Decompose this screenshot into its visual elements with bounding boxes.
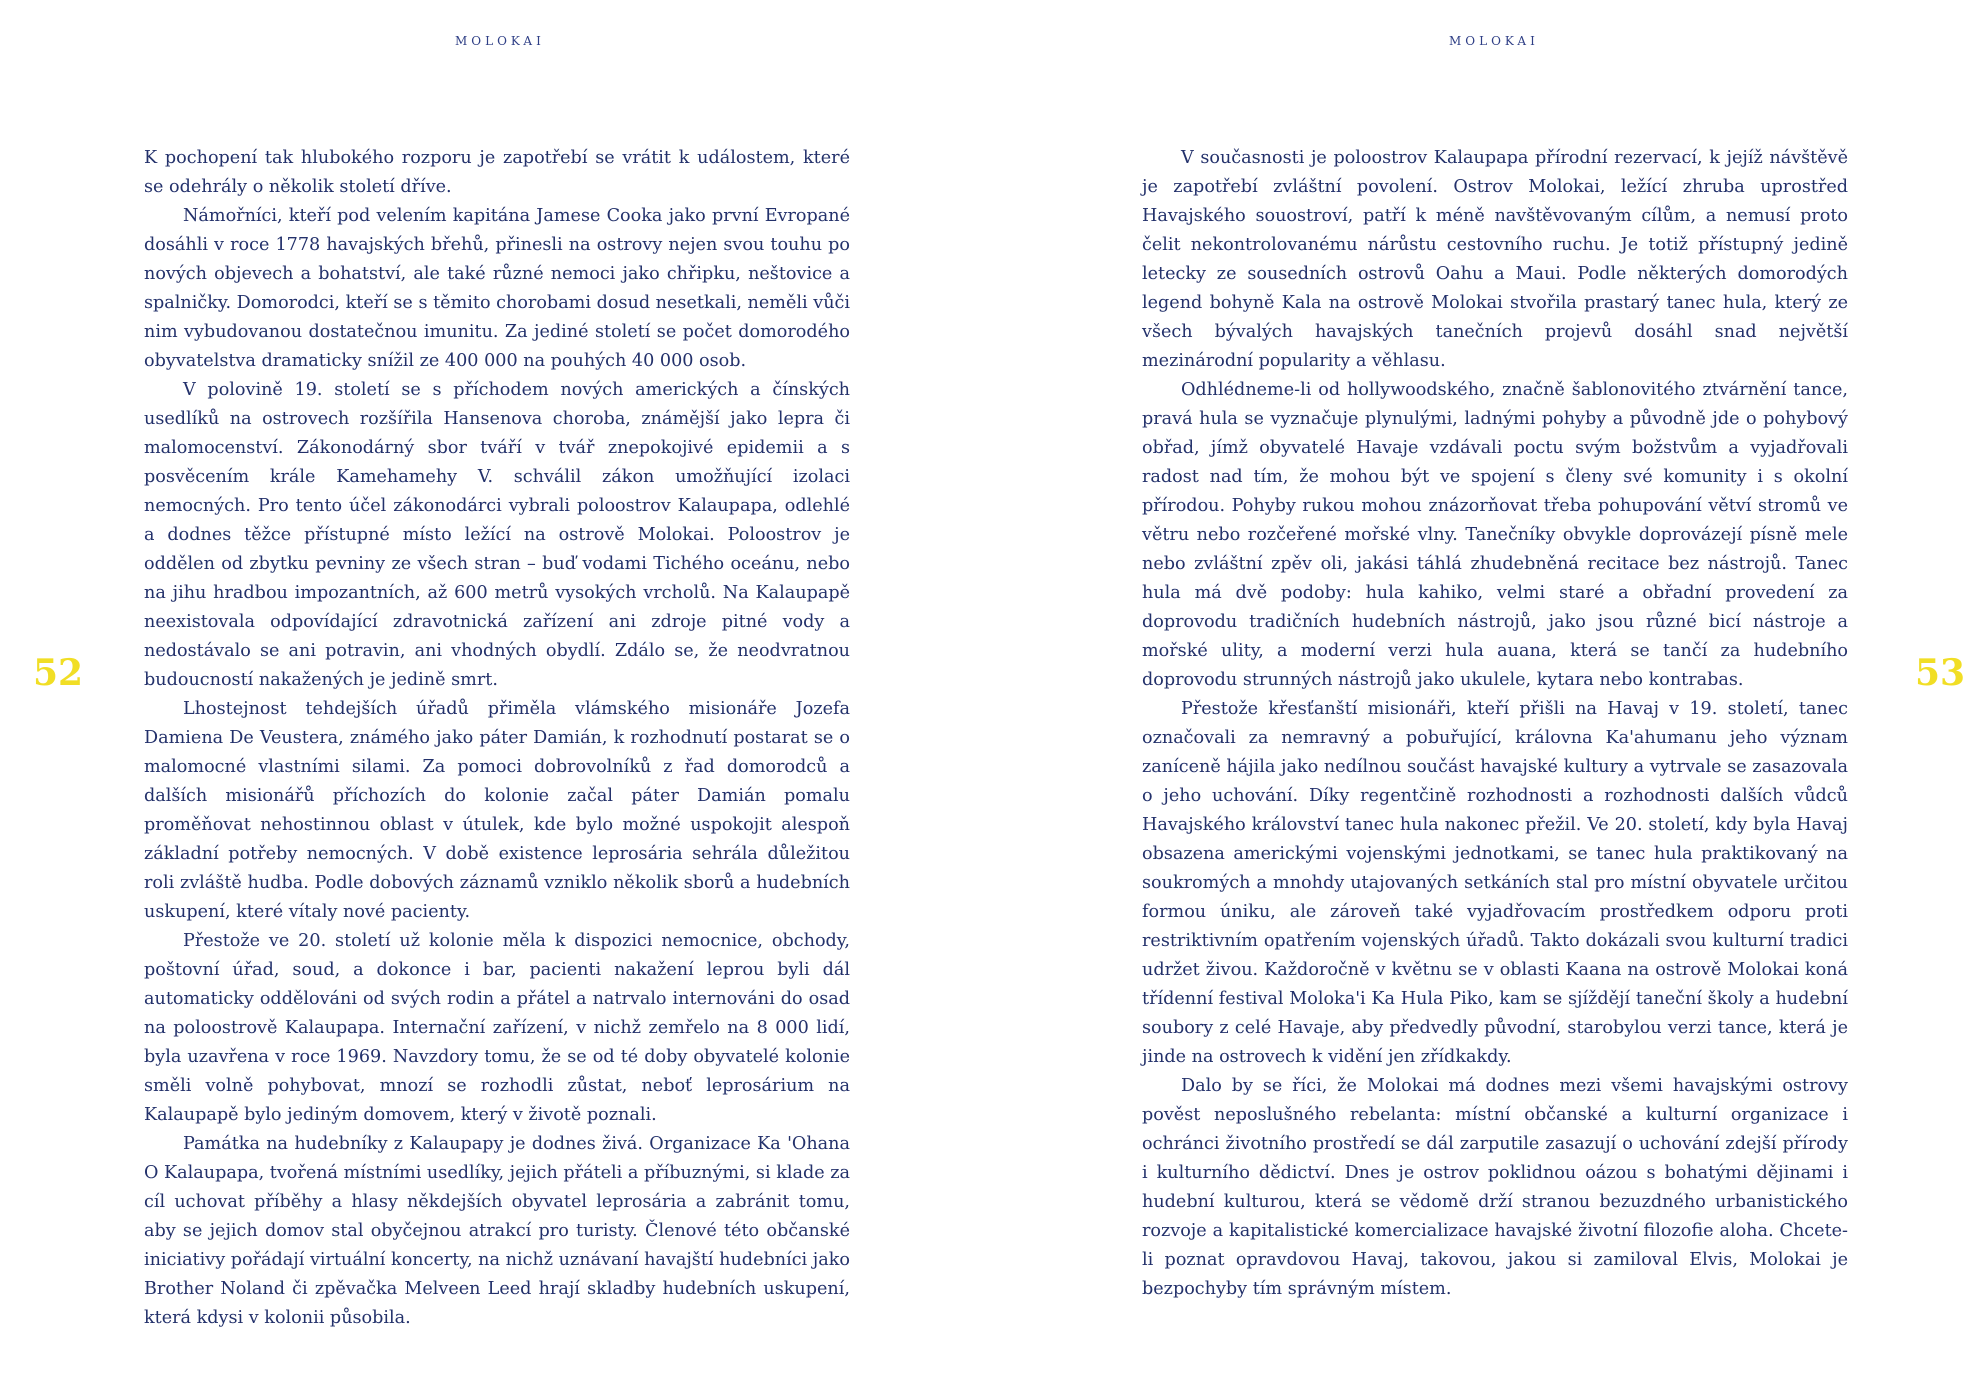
page-number: 52 (33, 652, 84, 694)
body-text (144, 144, 850, 1333)
paragraph: Lhostejnost tehdejších úřadů přiměla vlámského misionáře Jozefa Damiena De Veustera, známého jako páter Damián, k rozhodnutí postarat se o malomocné vlastními silami. Za pomoci dobrovolníků z řad domorodců a dalších misionářů příchozích do kolonie začal páter Damián pomalu proměňovat nehostinnou oblast v útulek, kde bylo možné uspokojit alespoň základní potřeby nemocných. V době existence leprosária sehrála důležitou roli zvláště hudba. Podle dobových záznamů vzniklo několik sborů a hudebních uskupení, které vítaly nové pacienty. (144, 699, 850, 922)
paragraph: Odhlédneme-li od hollywoodského, značně šablonovitého ztvárnění tance, pravá hula se vyznačuje plynulými, ladnými pohyby a původně jde o pohybový obřad, jímž obyvatelé Havaje vzdávali poctu svým božstvům a vyjadřovali radost nad tím, že mohou být ve spojení s členy své komunity i s okolní přírodou. Pohyby rukou mohou znázorňovat třeba pohupování větví stromů ve větru nebo rozčeřené mořské vlny. Tanečníky obvykle doprovázejí písně mele nebo zvláštní zpěv oli, jakási táhlá zhudebněná recitace bez nástrojů. Tanec hula má dvě podoby: hula kahiko, velmi staré a obřadní provedení za doprovodu tradičních hudebních nástrojů, jako jsou různé bicí nástroje a mořské ulity, a moderní verzi hula auana, která se tančí za hudebního doprovodu strunných nástrojů jako ukulele, kytara nebo kontrabas. (1142, 380, 1848, 690)
running-head: MOLOKAI (1449, 34, 1539, 48)
paragraph: Dalo by se říci, že Molokai má dodnes mezi všemi havajskými ostrovy pověst neposlušného rebelanta: místní občanské a kulturní organizace i ochránci životního prostředí se dál zarputile zasazují o uchování zdejší přírody i kulturního dědictví. Dnes je ostrov poklidnou oázou s bohatými dějinami i hudební kulturou, která se vědomě drží stranou bezuzdného urbanistického rozvoje a kapitalistické komercializace havajské životní filozofie aloha. Chcete-li poznat opravdovou Havaj, takovou, jakou si zamiloval Elvis, Molokai je bezpochyby tím správným místem. (1142, 1076, 1848, 1299)
paragraph: V polovině 19. století se s příchodem nových amerických a čínských usedlíků na ostrovech rozšířila Hansenova choroba, známější jako lepra či malomocenství. Zákonodárný sbor tváří v tvář znepokojivé epidemii a s posvěcením krále Kamehamehy V. schválil zákon umožňující izolaci nemocných. Pro tento účel zákonodárci vybrali poloostrov Kalaupapa, odlehlé a dodnes těžce přístupné místo ležící na ostrově Molokai. Poloostrov je oddělen od zbytku pevniny ze všech stran – buď vodami Tichého oceánu, nebo na jihu hradbou impozantních, až 600 metrů vysokých vrcholů. Na Kalaupapě neexistovala odpovídající zdravotnická zařízení ani zdroje pitné vody a nedostávalo se ani potravin, ani vhodných obydlí. Zdálo se, že neodvratnou budoucností nakažených je jedině smrt. (144, 380, 850, 690)
running-head: MOLOKAI (455, 34, 545, 48)
paragraph: V současnosti je poloostrov Kalaupapa přírodní rezervací, k jejíž návštěvě je zapotřebí zvláštní povolení. Ostrov Molokai, ležící zhruba uprostřed Havajského souostroví, patří k méně navštěvovaným cílům, a nemusí proto čelit nekontrolovanému nárůstu cestovního ruchu. Je totiž přístupný jedině letecky ze sousedních ostrovů Oahu a Maui. Podle některých domorodých legend bohyně Kala na ostrově Molokai stvořila prastarý tanec hula, který ze všech bývalých havajských tanečních projevů dosáhl snad největší mezinárodní popularity a věhlasu. (1142, 148, 1848, 371)
paragraph: Přestože křesťanští misionáři, kteří přišli na Havaj v 19. století, tanec označovali za nemravný a pobuřující, královna Ka'ahumanu jeho význam zaníceně hájila jako nedílnou součást havajské kultury a vytrvale se zasazovala o jeho uchování. Díky regentčině rozhodnosti a rozhodnosti dalších vůdců Havajského království tanec hula nakonec přežil. Ve 20. století, kdy byla Havaj obsazena americkými vojenskými jednotkami, se tanec hula praktikovaný na soukromých a mnohdy utajovaných setkáních stal pro místní obyvatele určitou formou úniku, ale zároveň také vyjadřovacím prostředkem odporu proti restriktivním opatřením vojenských úřadů. Takto dokázali svou kulturní tradici udržet živou. Každoročně v květnu se v oblasti Kaana na ostrově Molokai koná třídenní festival Moloka'i Ka Hula Piko, kam se sjíždějí taneční školy a hudební soubory z celé Havaje, aby předvedly původní, starobylou verzi tance, která je jinde na ostrovech k vidění jen zřídkakdy. (1142, 699, 1848, 1067)
paragraph: Přestože ve 20. století už kolonie měla k dispozici nemocnice, obchody, poštovní úřad, soud, a dokonce i bar, pacienti nakažení leprou byli dál automaticky oddělováni od svých rodin a přátel a natrvalo internováni do osad na poloostrově Kalaupapa. Internační zařízení, v nichž zemřelo na 8 000 lidí, byla uzavřena v roce 1969. Navzdory tomu, že se od té doby obyvatelé kolonie směli volně pohybovat, mnozí se rozhodli zůstat, neboť leprosárium na Kalaupapě bylo jediným domovem, který v životě poznali. (144, 931, 850, 1125)
paragraph: Památka na hudebníky z Kalaupapy je dodnes živá. Organizace Ka 'Ohana O Kalaupapa, tvořená místními usedlíky, jejich přáteli a příbuznými, si klade za cíl uchovat příběhy a hlasy někdejších obyvatel leprosária a zabránit tomu, aby se jejich domov stal obyčejnou atrakcí pro turisty. Členové této občanské iniciativy pořádají virtuální koncerty, na nichž uznávaní havajští hudebníci jako Brother Noland či zpěvačka Melveen Leed hrají skladby hudebních uskupení, která kdysi v kolonii působila. (144, 1134, 850, 1328)
page-number: 53 (1915, 652, 1966, 694)
paragraph: K pochopení tak hlubokého rozporu je zapotřebí se vrátit k událostem, které se odehrály o několik století dříve. (144, 148, 850, 197)
right-page (992, 0, 1984, 1400)
body-text (1142, 144, 1848, 1304)
paragraph: Námořníci, kteří pod velením kapitána Jamese Cooka jako první Evropané dosáhli v roce 1778 havajských břehů, přinesli na ostrovy nejen svou touhu po nových objevech a bohatství, ale také různé nemoci jako chřipku, neštovice a spalničky. Domorodci, kteří se s těmito chorobami dosud nesetkali, neměli vůči nim vybudovanou dostatečnou imunitu. Za jediné století se počet domorodého obyvatelstva dramaticky snížil ze 400 000 na pouhých 40 000 osob. (144, 206, 850, 371)
